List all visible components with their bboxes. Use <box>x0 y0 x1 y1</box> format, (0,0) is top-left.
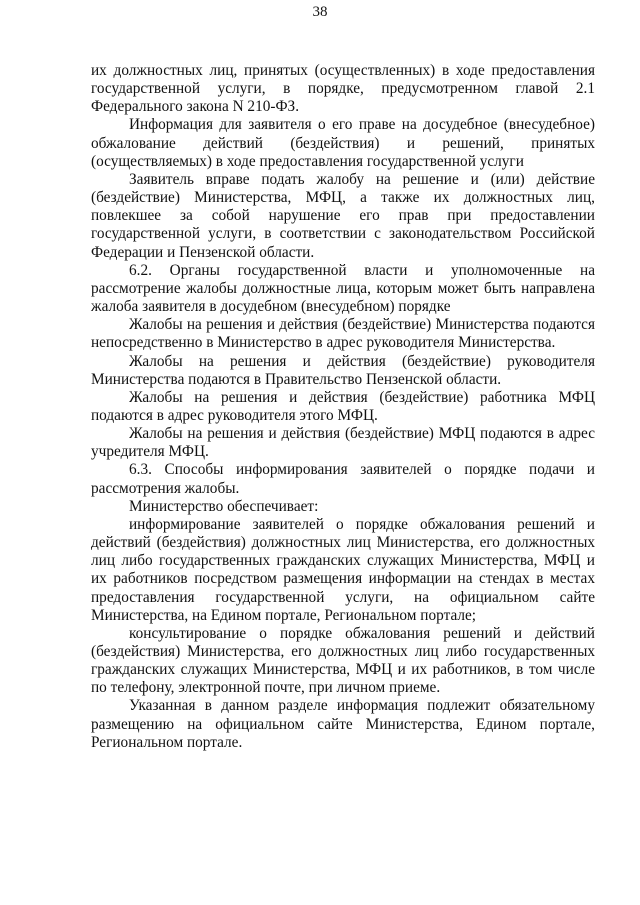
paragraph-mfc-complaints: Жалобы на решения и действия (бездействие) МФЦ подаются в адрес учредителя МФЦ. <box>91 425 595 461</box>
paragraph-ministry-complaints: Жалобы на решения и действия (бездействие) Министерства подаются непосредственно в Министерство в адрес руководителя Министерства. <box>91 316 595 352</box>
document-body <box>91 62 595 752</box>
paragraph-ministry-provides: Министерство обеспечивает: <box>129 497 319 515</box>
page-number: 38 <box>312 4 328 20</box>
paragraph-publication: Указанная в данном разделе информация подлежит обязательному размещению на официальном сайте Министерства, Едином портале, Региональном портале. <box>91 697 595 751</box>
paragraph-appeal-info-heading: Информация для заявителя о его праве на досудебное (внесудебное) обжалование действий (бездействия) и решений, принятых (осуществляемых) в ходе предоставления государственной услуги <box>91 116 595 170</box>
paragraph-section-6-3: 6.3. Способы информирования заявителей о порядке подачи и рассмотрения жалобы. <box>91 461 595 497</box>
paragraph-consulting: консультирование о порядке обжалования решений и действий (бездействия) Министерства, его должностных лиц либо государственных гражданских служащих Министерства, МФЦ и их работников, в том числе по телефону, электронной почте, при личном приеме. <box>91 624 595 697</box>
paragraph-mfc-employee-complaints: Жалобы на решения и действия (бездействие) работника МФЦ подаются в адрес руководителя этого МФЦ. <box>91 388 595 424</box>
paragraph-continuation: их должностных лиц, принятых (осуществленных) в ходе предоставления государственной услуги, в порядке, предусмотренном главой 2.1 Федерального закона N 210-ФЗ. <box>91 62 595 116</box>
paragraph-head-complaints: Жалобы на решения и действия (бездействие) руководителя Министерства подаются в Правительство Пензенской области. <box>91 352 595 388</box>
paragraph-informing: информирование заявителей о порядке обжалования решений и действий (бездействия) должностных лиц Министерства, его должностных лиц либо государственных гражданских служащих Министерства, МФЦ и их работников посредством размещения информации на стендах в местах предоставления государственной услуги, на официальном сайте Министерства, на Едином портале, Региональном портале; <box>91 515 595 624</box>
paragraph-section-6-2: 6.2. Органы государственной власти и уполномоченные на рассмотрение жалобы должностные лица, которым может быть направлена жалоба заявителя в досудебном (внесудебном) порядке <box>91 261 595 316</box>
paragraph-applicant-right: Заявитель вправе подать жалобу на решение и (или) действие (бездействие) Министерства, МФЦ, а также их должностных лиц, повлекшее за собой нарушение его прав при предоставлении государственной услуги, в соответствии с законодательством Российской Федерации и Пензенской области. <box>91 170 595 261</box>
